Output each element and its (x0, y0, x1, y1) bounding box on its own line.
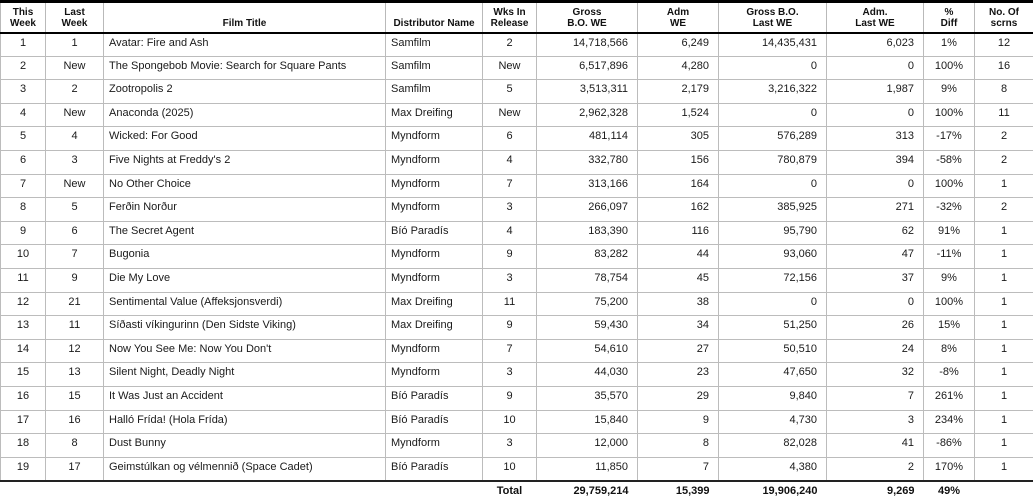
column-header-film_title (104, 2, 386, 33)
cell-this_week: 1 (1, 33, 46, 57)
cell-wks_in_release: 5 (483, 80, 537, 104)
column-header-label: Distributor Name (393, 17, 475, 29)
column-header-label: This (12, 6, 34, 18)
cell-gross_bo_last_we: 50,510 (719, 339, 827, 363)
cell-pct_diff: 261% (924, 386, 975, 410)
cell-distributor_name: Bíó Paradís (386, 386, 483, 410)
cell-pct_diff: 100% (924, 292, 975, 316)
column-header-label: Last WE (855, 17, 895, 29)
cell-this_week: 8 (1, 198, 46, 222)
cell-wks_in_release: 10 (483, 457, 537, 481)
cell-last_week: 4 (46, 127, 104, 151)
cell-adm_we: 34 (638, 316, 719, 340)
cell-this_week: 2 (1, 56, 46, 80)
cell-pct_diff: 234% (924, 410, 975, 434)
column-header-label: Film Title (222, 17, 267, 29)
cell-wks_in_release: 6 (483, 127, 537, 151)
total-no_of_scrns (975, 481, 1033, 499)
cell-gross_bo_last_we: 47,650 (719, 363, 827, 387)
column-header-adm_last_we (827, 2, 924, 33)
cell-distributor_name: Myndform (386, 245, 483, 269)
table-body (1, 33, 1033, 481)
table-row (1, 292, 1033, 316)
cell-no_of_scrns: 11 (975, 103, 1033, 127)
cell-gross_bo_we: 44,030 (537, 363, 638, 387)
cell-last_week: 2 (46, 80, 104, 104)
column-header-gross_bo_last_we (719, 2, 827, 33)
cell-adm_last_we: 0 (827, 292, 924, 316)
cell-this_week: 13 (1, 316, 46, 340)
column-header-label: Release (490, 17, 529, 29)
cell-last_week: 3 (46, 150, 104, 174)
cell-no_of_scrns: 1 (975, 268, 1033, 292)
column-header-adm_we (638, 2, 719, 33)
cell-gross_bo_last_we: 4,380 (719, 457, 827, 481)
cell-pct_diff: -86% (924, 434, 975, 458)
cell-adm_last_we: 271 (827, 198, 924, 222)
cell-film_title: Die My Love (104, 268, 386, 292)
cell-no_of_scrns: 1 (975, 457, 1033, 481)
cell-this_week: 3 (1, 80, 46, 104)
column-header-wks_in_release (483, 2, 537, 33)
cell-no_of_scrns: 1 (975, 386, 1033, 410)
cell-last_week: 1 (46, 33, 104, 57)
cell-no_of_scrns: 1 (975, 292, 1033, 316)
cell-wks_in_release: 10 (483, 410, 537, 434)
cell-no_of_scrns: 1 (975, 363, 1033, 387)
cell-distributor_name: Myndform (386, 174, 483, 198)
cell-adm_last_we: 26 (827, 316, 924, 340)
cell-gross_bo_we: 78,754 (537, 268, 638, 292)
cell-adm_last_we: 6,023 (827, 33, 924, 57)
cell-distributor_name: Bíó Paradís (386, 410, 483, 434)
cell-pct_diff: 91% (924, 221, 975, 245)
column-header-last_week (46, 2, 104, 33)
cell-pct_diff: 100% (924, 56, 975, 80)
cell-wks_in_release: 7 (483, 339, 537, 363)
table-row (1, 457, 1033, 481)
cell-gross_bo_we: 2,962,328 (537, 103, 638, 127)
cell-gross_bo_last_we: 780,879 (719, 150, 827, 174)
table-row (1, 434, 1033, 458)
cell-distributor_name: Samfilm (386, 33, 483, 57)
cell-distributor_name: Bíó Paradís (386, 221, 483, 245)
cell-adm_last_we: 41 (827, 434, 924, 458)
cell-no_of_scrns: 2 (975, 198, 1033, 222)
cell-distributor_name: Myndform (386, 434, 483, 458)
column-header-pct_diff (924, 2, 975, 33)
cell-wks_in_release: 3 (483, 198, 537, 222)
cell-adm_we: 38 (638, 292, 719, 316)
cell-this_week: 11 (1, 268, 46, 292)
table-row (1, 198, 1033, 222)
cell-this_week: 6 (1, 150, 46, 174)
column-header-label: B.O. WE (567, 17, 607, 29)
column-header-label: No. Of scrns (989, 6, 1019, 29)
cell-gross_bo_last_we: 0 (719, 56, 827, 80)
cell-gross_bo_last_we: 51,250 (719, 316, 827, 340)
cell-last_week: 5 (46, 198, 104, 222)
cell-gross_bo_last_we: 72,156 (719, 268, 827, 292)
cell-adm_we: 305 (638, 127, 719, 151)
cell-adm_last_we: 394 (827, 150, 924, 174)
total-adm_last_we: 9,269 (827, 481, 924, 499)
cell-no_of_scrns: 12 (975, 33, 1033, 57)
column-header-label: Gross (572, 6, 602, 18)
total-row (1, 481, 1033, 499)
cell-wks_in_release: 9 (483, 245, 537, 269)
cell-distributor_name: Bíó Paradís (386, 457, 483, 481)
cell-no_of_scrns: 1 (975, 221, 1033, 245)
cell-distributor_name: Max Dreifing (386, 316, 483, 340)
table-row (1, 221, 1033, 245)
table-row (1, 103, 1033, 127)
cell-gross_bo_we: 59,430 (537, 316, 638, 340)
cell-no_of_scrns: 1 (975, 410, 1033, 434)
cell-adm_we: 27 (638, 339, 719, 363)
cell-wks_in_release: 3 (483, 268, 537, 292)
table-header (1, 2, 1033, 33)
cell-this_week: 4 (1, 103, 46, 127)
table-row (1, 174, 1033, 198)
cell-film_title: Five Nights at Freddy's 2 (104, 150, 386, 174)
cell-this_week: 9 (1, 221, 46, 245)
cell-adm_we: 1,524 (638, 103, 719, 127)
cell-distributor_name: Myndform (386, 339, 483, 363)
cell-adm_we: 6,249 (638, 33, 719, 57)
cell-wks_in_release: New (483, 56, 537, 80)
table-row (1, 80, 1033, 104)
cell-distributor_name: Myndform (386, 150, 483, 174)
cell-adm_we: 8 (638, 434, 719, 458)
cell-film_title: Avatar: Fire and Ash (104, 33, 386, 57)
cell-last_week: 8 (46, 434, 104, 458)
cell-film_title: Dust Bunny (104, 434, 386, 458)
cell-adm_we: 4,280 (638, 56, 719, 80)
cell-last_week: New (46, 174, 104, 198)
cell-last_week: New (46, 56, 104, 80)
cell-adm_we: 7 (638, 457, 719, 481)
cell-gross_bo_we: 11,850 (537, 457, 638, 481)
cell-adm_last_we: 0 (827, 103, 924, 127)
column-header-label: Diff (940, 17, 958, 29)
cell-film_title: Síðasti víkingurinn (Den Sidste Viking) (104, 316, 386, 340)
column-header-label: Last WE (752, 17, 793, 29)
total-distributor_name (386, 481, 483, 499)
cell-this_week: 18 (1, 434, 46, 458)
cell-film_title: Wicked: For Good (104, 127, 386, 151)
column-header-gross_bo_we (537, 2, 638, 33)
cell-gross_bo_we: 481,114 (537, 127, 638, 151)
column-header-label: Last (64, 6, 85, 18)
table-row (1, 410, 1033, 434)
table-row (1, 33, 1033, 57)
cell-this_week: 15 (1, 363, 46, 387)
cell-adm_last_we: 313 (827, 127, 924, 151)
cell-gross_bo_we: 12,000 (537, 434, 638, 458)
column-header-label: Adm. (862, 6, 888, 18)
table-row (1, 56, 1033, 80)
cell-no_of_scrns: 2 (975, 127, 1033, 151)
cell-pct_diff: 15% (924, 316, 975, 340)
cell-no_of_scrns: 1 (975, 245, 1033, 269)
cell-distributor_name: Max Dreifing (386, 292, 483, 316)
cell-adm_we: 44 (638, 245, 719, 269)
cell-adm_we: 9 (638, 410, 719, 434)
column-header-this_week (1, 2, 46, 33)
cell-film_title: No Other Choice (104, 174, 386, 198)
cell-no_of_scrns: 1 (975, 174, 1033, 198)
cell-distributor_name: Myndform (386, 198, 483, 222)
cell-adm_we: 116 (638, 221, 719, 245)
cell-gross_bo_last_we: 0 (719, 103, 827, 127)
cell-last_week: 13 (46, 363, 104, 387)
cell-gross_bo_last_we: 0 (719, 292, 827, 316)
cell-adm_we: 164 (638, 174, 719, 198)
cell-film_title: Halló Frída! (Hola Frída) (104, 410, 386, 434)
cell-this_week: 7 (1, 174, 46, 198)
cell-gross_bo_we: 54,610 (537, 339, 638, 363)
cell-film_title: Anaconda (2025) (104, 103, 386, 127)
cell-gross_bo_we: 14,718,566 (537, 33, 638, 57)
cell-no_of_scrns: 1 (975, 434, 1033, 458)
cell-adm_last_we: 1,987 (827, 80, 924, 104)
cell-last_week: New (46, 103, 104, 127)
table-row (1, 363, 1033, 387)
cell-no_of_scrns: 1 (975, 316, 1033, 340)
cell-adm_we: 156 (638, 150, 719, 174)
cell-adm_we: 45 (638, 268, 719, 292)
cell-pct_diff: 9% (924, 268, 975, 292)
cell-this_week: 10 (1, 245, 46, 269)
cell-no_of_scrns: 2 (975, 150, 1033, 174)
cell-no_of_scrns: 8 (975, 80, 1033, 104)
cell-last_week: 21 (46, 292, 104, 316)
cell-wks_in_release: 2 (483, 33, 537, 57)
cell-adm_we: 162 (638, 198, 719, 222)
cell-gross_bo_we: 6,517,896 (537, 56, 638, 80)
cell-this_week: 14 (1, 339, 46, 363)
cell-adm_last_we: 2 (827, 457, 924, 481)
cell-gross_bo_last_we: 385,925 (719, 198, 827, 222)
total-film_title (104, 481, 386, 499)
cell-pct_diff: -17% (924, 127, 975, 151)
cell-last_week: 17 (46, 457, 104, 481)
cell-distributor_name: Myndform (386, 268, 483, 292)
cell-gross_bo_we: 3,513,311 (537, 80, 638, 104)
cell-this_week: 16 (1, 386, 46, 410)
cell-wks_in_release: 3 (483, 434, 537, 458)
table-row (1, 316, 1033, 340)
table-row (1, 386, 1033, 410)
column-header-label: Gross B.O. (746, 6, 799, 18)
total-pct_diff: 49% (924, 481, 975, 499)
cell-wks_in_release: 9 (483, 316, 537, 340)
cell-wks_in_release: 11 (483, 292, 537, 316)
cell-adm_we: 29 (638, 386, 719, 410)
cell-last_week: 6 (46, 221, 104, 245)
cell-gross_bo_last_we: 9,840 (719, 386, 827, 410)
cell-gross_bo_last_we: 0 (719, 174, 827, 198)
cell-last_week: 9 (46, 268, 104, 292)
cell-wks_in_release: New (483, 103, 537, 127)
cell-adm_last_we: 37 (827, 268, 924, 292)
cell-adm_last_we: 62 (827, 221, 924, 245)
cell-distributor_name: Myndform (386, 363, 483, 387)
cell-gross_bo_last_we: 14,435,431 (719, 33, 827, 57)
cell-this_week: 17 (1, 410, 46, 434)
total-gross_bo_last_we: 19,906,240 (719, 481, 827, 499)
table-row (1, 245, 1033, 269)
cell-gross_bo_last_we: 82,028 (719, 434, 827, 458)
cell-last_week: 16 (46, 410, 104, 434)
total-this_week (1, 481, 46, 499)
cell-adm_last_we: 47 (827, 245, 924, 269)
cell-gross_bo_we: 313,166 (537, 174, 638, 198)
cell-gross_bo_we: 332,780 (537, 150, 638, 174)
cell-no_of_scrns: 16 (975, 56, 1033, 80)
cell-wks_in_release: 4 (483, 221, 537, 245)
cell-gross_bo_last_we: 95,790 (719, 221, 827, 245)
cell-no_of_scrns: 1 (975, 339, 1033, 363)
cell-last_week: 7 (46, 245, 104, 269)
cell-last_week: 15 (46, 386, 104, 410)
total-label: Total (483, 481, 537, 499)
column-header-label: % (944, 6, 954, 18)
cell-pct_diff: 100% (924, 174, 975, 198)
cell-film_title: Now You See Me: Now You Don't (104, 339, 386, 363)
cell-adm_last_we: 3 (827, 410, 924, 434)
cell-gross_bo_last_we: 93,060 (719, 245, 827, 269)
cell-film_title: Silent Night, Deadly Night (104, 363, 386, 387)
cell-film_title: Bugonia (104, 245, 386, 269)
cell-distributor_name: Max Dreifing (386, 103, 483, 127)
cell-pct_diff: 1% (924, 33, 975, 57)
cell-film_title: It Was Just an Accident (104, 386, 386, 410)
cell-wks_in_release: 3 (483, 363, 537, 387)
cell-pct_diff: 9% (924, 80, 975, 104)
cell-pct_diff: 170% (924, 457, 975, 481)
cell-pct_diff: 100% (924, 103, 975, 127)
table-row (1, 127, 1033, 151)
column-header-label: Wks In (493, 6, 526, 18)
cell-gross_bo_we: 15,840 (537, 410, 638, 434)
cell-adm_last_we: 0 (827, 174, 924, 198)
cell-film_title: Sentimental Value (Affeksjonsverdi) (104, 292, 386, 316)
cell-gross_bo_last_we: 576,289 (719, 127, 827, 151)
cell-pct_diff: 8% (924, 339, 975, 363)
table-row (1, 339, 1033, 363)
cell-film_title: The Secret Agent (104, 221, 386, 245)
cell-last_week: 12 (46, 339, 104, 363)
cell-adm_last_we: 32 (827, 363, 924, 387)
cell-adm_last_we: 7 (827, 386, 924, 410)
cell-gross_bo_we: 83,282 (537, 245, 638, 269)
cell-adm_last_we: 24 (827, 339, 924, 363)
cell-film_title: Ferðin Norður (104, 198, 386, 222)
cell-adm_we: 2,179 (638, 80, 719, 104)
cell-adm_we: 23 (638, 363, 719, 387)
cell-film_title: The Spongebob Movie: Search for Square Pants (104, 56, 386, 80)
total-last_week (46, 481, 104, 499)
cell-film_title: Geimstúlkan og vélmennið (Space Cadet) (104, 457, 386, 481)
cell-film_title: Zootropolis 2 (104, 80, 386, 104)
cell-distributor_name: Samfilm (386, 56, 483, 80)
cell-wks_in_release: 7 (483, 174, 537, 198)
cell-gross_bo_we: 183,390 (537, 221, 638, 245)
cell-gross_bo_we: 75,200 (537, 292, 638, 316)
column-header-label: Week (10, 17, 36, 29)
cell-gross_bo_we: 266,097 (537, 198, 638, 222)
cell-adm_last_we: 0 (827, 56, 924, 80)
column-header-no_of_scrns (975, 2, 1033, 33)
cell-gross_bo_last_we: 3,216,322 (719, 80, 827, 104)
cell-pct_diff: -58% (924, 150, 975, 174)
cell-pct_diff: -8% (924, 363, 975, 387)
cell-this_week: 5 (1, 127, 46, 151)
cell-pct_diff: -11% (924, 245, 975, 269)
cell-last_week: 11 (46, 316, 104, 340)
cell-gross_bo_we: 35,570 (537, 386, 638, 410)
column-header-label: Adm (666, 6, 690, 18)
table-row (1, 268, 1033, 292)
cell-this_week: 12 (1, 292, 46, 316)
cell-distributor_name: Myndform (386, 127, 483, 151)
cell-distributor_name: Samfilm (386, 80, 483, 104)
table-footer (1, 481, 1033, 499)
table-row (1, 150, 1033, 174)
total-gross_bo_we: 29,759,214 (537, 481, 638, 499)
cell-pct_diff: -32% (924, 198, 975, 222)
cell-gross_bo_last_we: 4,730 (719, 410, 827, 434)
cell-wks_in_release: 9 (483, 386, 537, 410)
header-row (1, 2, 1033, 33)
column-header-label: Week (61, 17, 88, 29)
total-adm_we: 15,399 (638, 481, 719, 499)
column-header-label: WE (669, 17, 687, 29)
cell-wks_in_release: 4 (483, 150, 537, 174)
column-header-distributor_name (386, 2, 483, 33)
cell-this_week: 19 (1, 457, 46, 481)
